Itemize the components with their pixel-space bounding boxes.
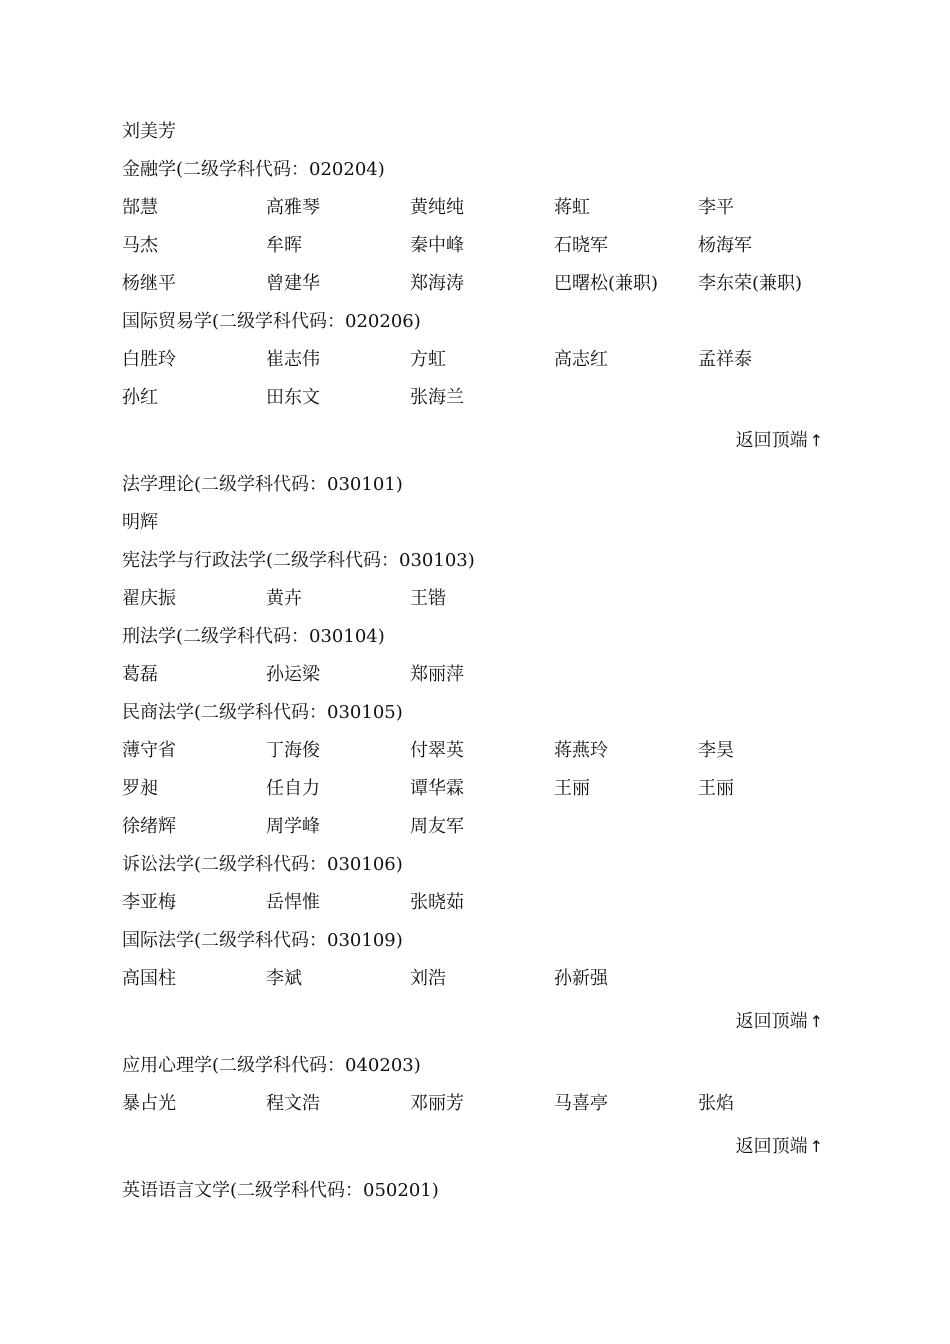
faculty-name: 曾建华 (266, 273, 320, 294)
faculty-name: 丁海俊 (266, 740, 320, 761)
faculty-name: 张晓茹 (410, 892, 464, 913)
faculty-name: 崔志伟 (266, 349, 320, 370)
faculty-name: 刘浩 (410, 968, 446, 989)
faculty-name: 李斌 (266, 968, 302, 989)
faculty-name: 巴曙松(兼职) (554, 273, 659, 294)
faculty-name: 张海兰 (410, 387, 464, 408)
faculty-name: 田东文 (266, 387, 320, 408)
faculty-name: 方虹 (410, 349, 446, 370)
back-to-top-link[interactable] (736, 1011, 823, 1033)
faculty-name: 蒋燕玲 (554, 740, 608, 761)
faculty-name: 徐绪辉 (122, 816, 176, 837)
arrow-up-icon: ↑ (809, 1137, 823, 1156)
faculty-name: 黄纯纯 (410, 197, 464, 218)
subject-heading: 应用心理学(二级学科代码：040203) (122, 1055, 421, 1076)
faculty-name: 程文浩 (266, 1093, 320, 1114)
faculty-name: 郑丽萍 (410, 664, 464, 685)
faculty-name: 王丽 (698, 778, 734, 799)
faculty-name: 李昊 (698, 740, 734, 761)
faculty-name: 李亚梅 (122, 892, 176, 913)
faculty-name: 孟祥泰 (698, 349, 752, 370)
subject-heading: 英语语言文学(二级学科代码：050201) (122, 1180, 439, 1201)
faculty-name: 岳悍惟 (266, 892, 320, 913)
subject-heading: 民商法学(二级学科代码：030105) (122, 702, 403, 723)
faculty-name: 王丽 (554, 778, 590, 799)
faculty-name: 葛磊 (122, 664, 158, 685)
subject-heading: 刑法学(二级学科代码：030104) (122, 626, 385, 647)
faculty-name: 暴占光 (122, 1093, 176, 1114)
faculty-name: 白胜玲 (122, 349, 176, 370)
faculty-name: 杨海军 (698, 235, 752, 256)
faculty-name: 付翠英 (410, 740, 464, 761)
faculty-name: 刘美芳 (122, 121, 176, 142)
back-to-top-link[interactable] (736, 1136, 823, 1158)
faculty-name: 王锴 (410, 588, 446, 609)
faculty-name: 马喜亭 (554, 1093, 608, 1114)
faculty-name: 孙运梁 (266, 664, 320, 685)
faculty-name: 孙新强 (554, 968, 608, 989)
faculty-name: 石晓军 (554, 235, 608, 256)
faculty-name: 蒋虹 (554, 197, 590, 218)
faculty-name: 翟庆振 (122, 588, 176, 609)
back-to-top-label: 返回顶端 (735, 1011, 808, 1032)
faculty-name: 罗昶 (122, 778, 158, 799)
faculty-name: 周学峰 (266, 816, 320, 837)
faculty-name: 郑海涛 (410, 273, 464, 294)
arrow-up-icon: ↑ (809, 431, 823, 450)
subject-heading: 国际法学(二级学科代码：030109) (122, 930, 403, 951)
faculty-name: 黄卉 (266, 588, 302, 609)
faculty-name: 李东荣(兼职) (698, 273, 803, 294)
faculty-name: 高志红 (554, 349, 608, 370)
faculty-name: 明辉 (122, 512, 158, 533)
faculty-name: 秦中峰 (410, 235, 464, 256)
faculty-name: 牟晖 (266, 235, 302, 256)
back-to-top-label: 返回顶端 (735, 430, 808, 451)
faculty-name: 邓丽芳 (410, 1093, 464, 1114)
subject-heading: 诉讼法学(二级学科代码：030106) (122, 854, 403, 875)
faculty-name: 杨继平 (122, 273, 176, 294)
subject-heading: 法学理论(二级学科代码：030101) (122, 474, 403, 495)
faculty-name: 李平 (698, 197, 734, 218)
faculty-name: 张焰 (698, 1093, 734, 1114)
faculty-name: 任自力 (266, 778, 320, 799)
faculty-name: 高雅琴 (266, 197, 320, 218)
back-to-top-label: 返回顶端 (735, 1136, 808, 1157)
subject-heading: 国际贸易学(二级学科代码：020206) (122, 311, 421, 332)
faculty-name: 谭华霖 (410, 778, 464, 799)
faculty-name: 郜慧 (122, 197, 158, 218)
subject-heading: 金融学(二级学科代码：020204) (122, 159, 385, 180)
back-to-top-link[interactable] (736, 430, 823, 452)
faculty-name: 薄守省 (122, 740, 176, 761)
faculty-name: 马杰 (122, 235, 158, 256)
faculty-name: 周友军 (410, 816, 464, 837)
subject-heading: 宪法学与行政法学(二级学科代码：030103) (122, 550, 475, 571)
arrow-up-icon: ↑ (809, 1012, 823, 1031)
faculty-name: 孙红 (122, 387, 158, 408)
faculty-name: 高国柱 (122, 968, 176, 989)
